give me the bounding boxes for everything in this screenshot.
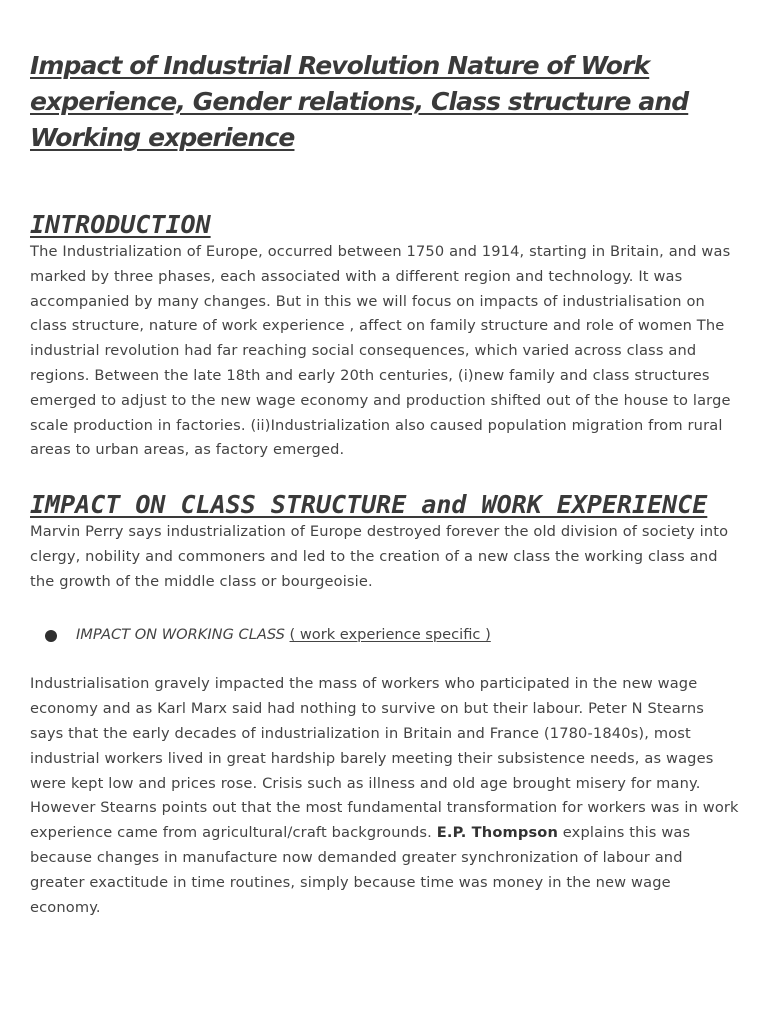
introduction-paragraph: The Industrialization of Europe, occurred between 1750 and 1914, starting in Britain, and was marked by three phases, each associated with a different region and technology. It was accompanied by many changes. But in this we will focus on impacts of industrialisation on class structure, nature of work experience , affect on family structure and role of women The industrial revolution had far reaching social consequences, which varied across class and regions. Between the late 18th and early 20th centuries, (i)new family and class structures emerged to adjust to the new wage economy and production shifted out of the house to large scale production in factories. (ii)Industrialization also caused population migration from rural areas to urban areas, as factory emerged.: [30, 243, 731, 459]
working-class-text-start: Industrialisation gravely impacted the mass of workers who participated in the new wage economy and as Karl Marx said had nothing to survive on but their labour. Peter N Stearns says that the early decades of industrialization in Britain and France (1780-1840s), most industrial workers lived in great hardship barely meeting their subsistence needs, as wages were kept low and prices rose. Crisis such as illness and old age brought misery for many. However Stearns points out that the most fundamental transformation for workers was in work experience came from agricultural/craft backgrounds.: [30, 675, 739, 842]
working-class-bullet: [30, 623, 742, 648]
thompson-name: E.P. Thompson: [436, 824, 558, 842]
working-class-paragraph: [30, 672, 742, 920]
bullet-sublabel: ( work experience specific ): [289, 625, 491, 643]
class-structure-heading: IMPACT ON CLASS STRUCTURE and WORK EXPERIENCE: [30, 490, 708, 520]
bullet-icon: [45, 630, 57, 642]
introduction-heading: INTRODUCTION: [30, 210, 211, 239]
bullet-label: IMPACT ON WORKING CLASS: [76, 625, 285, 643]
document-page: [30, 48, 742, 920]
working-class-text-end: explains this was because changes in manufacture now demanded greater synchronization of labour and greater exactitude in time routines, simply because time was money in the new wage economy.: [30, 824, 691, 916]
document-title: Impact of Industrial Revolution Nature of Work experience, Gender relations, Class structure and Working experience: [30, 51, 689, 152]
class-structure-paragraph: Marvin Perry says industrialization of Europe destroyed forever the old division of society into clergy, nobility and commoners and led to the creation of a new class the working class and the growth of the middle class or bourgeoisie.: [30, 523, 729, 590]
